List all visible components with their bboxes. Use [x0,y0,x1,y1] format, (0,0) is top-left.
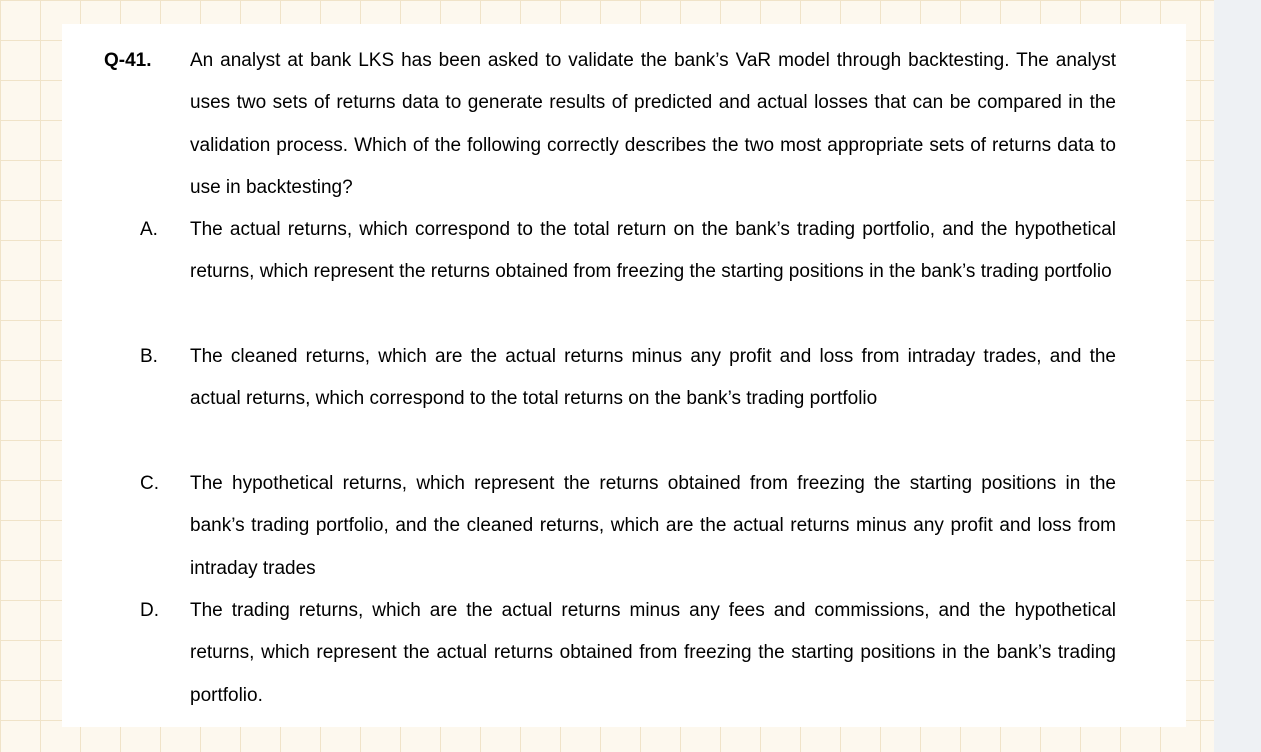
option-text: The trading returns, which are the actual returns minus any fees and commissions, and the hypothetical returns, which represent the actual returns obtained from freezing the starting positions in the bank’s trading portfolio. [190,600,1116,706]
side-panel-strip [1214,0,1261,752]
question-number: Q-41. [104,50,152,71]
option-text: The cleaned returns, which are the actual returns minus any profit and loss from intraday trades, and the actual returns, which correspond to the total returns on the bank’s trading portfolio [190,346,1116,410]
option-letter: B. [140,346,158,367]
option-letter: D. [140,600,159,621]
option-letter: C. [140,473,159,494]
option-text: The hypothetical returns, which represent the returns obtained from freezing the starting positions in the bank’s trading portfolio, and the cleaned returns, which are the actual returns minus any profit and loss from intraday trades [190,473,1116,579]
option-letter: A. [140,219,158,240]
option-text: The actual returns, which correspond to the total return on the bank’s trading portfolio, and the hypothetical returns, which represent the returns obtained from freezing the starting positions in the bank’s trading portfolio [190,219,1116,283]
question-text: An analyst at bank LKS has been asked to validate the bank’s VaR model through backtesting. The analyst uses two sets of returns data to generate results of predicted and actual losses that can be compared in the validation process. Which of the following correctly describes the two most appropriate sets of returns data to use in backtesting? [190,50,1116,199]
question-card [62,24,1186,727]
